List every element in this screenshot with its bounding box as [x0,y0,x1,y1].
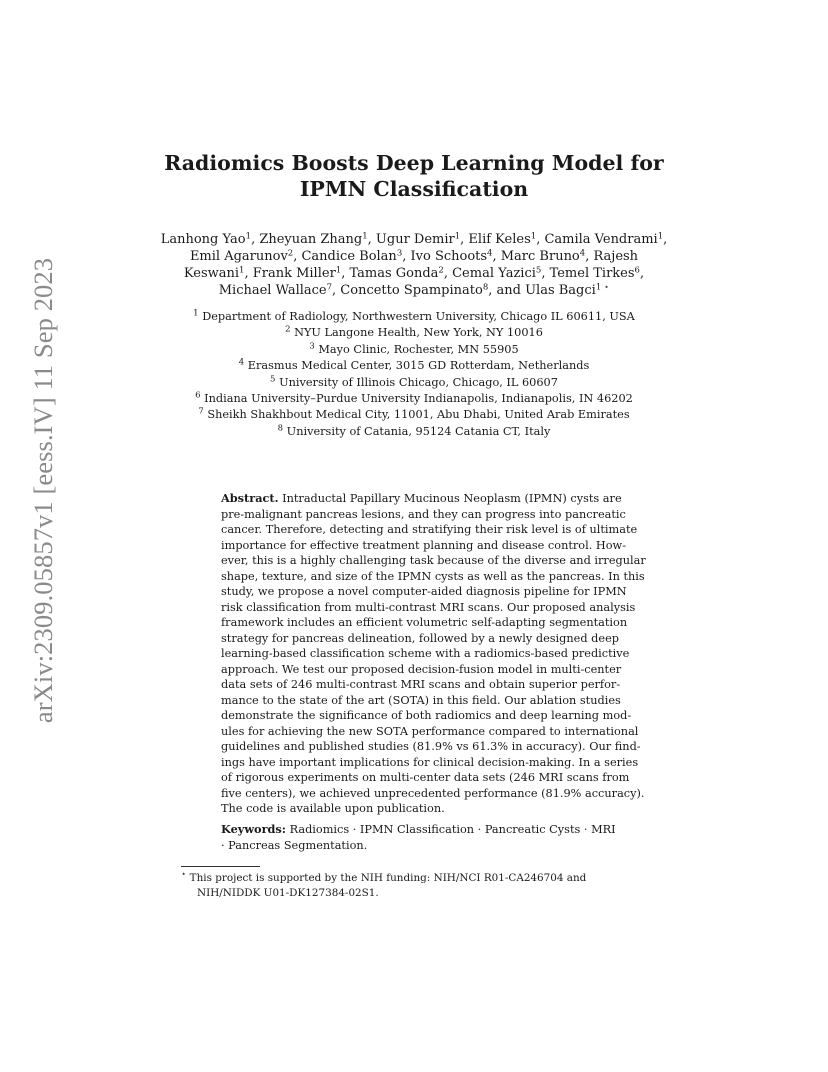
title-line: IPMN Classification [299,177,529,201]
keywords-label: Keywords: [221,822,286,836]
abstract-text: guidelines and published studies (81.9% vs 61.3% in accuracy). Our find- [221,740,641,753]
abstract-text: importance for effective treatment planning and disease control. How- [221,538,627,552]
abstract-text: risk classification from multi-contrast MRI scans. Our proposed analysis [221,600,636,614]
abstract-text: learning-based classification scheme with a radiomics-based predictive [221,647,630,660]
keywords-text: Radiomics · IPMN Classification · Pancreatic Cysts · MRI [289,823,616,836]
abstract-text: strategy for pancreas delineation, followed by a newly designed deep [221,631,620,645]
author-line: Keswani$^1$, Frank Miller$^1$, Tamas Gonda$^2$, Cemal Yazici$^5$, Temel Tirkes$^6$, [183,265,645,281]
arxiv-identifier: arXiv:2309.05857v1 [eess.IV] 11 Sep 2023 [28,257,59,723]
abstract-text: of rigorous experiments on multi-center data sets (246 MRI scans from [221,771,630,784]
abstract-text: study, we propose a novel computer-aided diagnosis pipeline for IPMN [221,585,627,598]
abstract-text: shape, texture, and size of the IPMN cysts as well as the pancreas. In this [221,569,645,583]
affiliation: $^1$ Department of Radiology, Northwestern University, Chicago IL 60611, USA [193,308,635,323]
author-line: Lanhong Yao$^1$, Zheyuan Zhang$^1$, Ugur Demir$^1$, Elif Keles$^1$, Camila Vendrami$^1$, [160,231,668,247]
abstract-text: framework includes an efficient volumetric self-adapting segmentation [221,616,628,629]
footnote-text: NIH/NIDDK U01-DK127384-02S1. [197,887,379,899]
abstract-text: pre-malignant pancreas lesions, and they can progress into pancreatic [221,507,626,521]
abstract-text: Intraductal Papillary Mucinous Neoplasm (IPMN) cysts are [282,492,622,505]
abstract-text: ever, this is a highly challenging task because of the diverse and irregular [221,554,646,567]
affiliation: $^7$ Sheikh Shakhbout Medical City, 11001, Abu Dhabi, United Arab Emirates [198,406,630,422]
abstract-text: five centers), we achieved unprecedented performance (81.9% accuracy). [221,786,645,800]
abstract-text: demonstrate the significance of both radiomics and deep learning mod- [221,709,632,722]
title-line: Radiomics Boosts Deep Learning Model for [164,151,664,175]
keywords [221,822,616,853]
affiliation: $^5$ University of Illinois Chicago, Chicago, IL 60607 [270,373,558,389]
abstract [221,491,646,817]
author-list [150,231,678,299]
affiliation: $^8$ University of Catania, 95124 Catania CT, Italy [277,423,551,438]
abstract-label: Abstract. [221,491,279,505]
author-line: Michael Wallace$^7$, Concetto Spampinato$^8$, and Ulas Bagci$^{1 ⋆}$ [218,282,610,298]
abstract-text: The code is available upon publication. [221,802,445,815]
footnote [181,871,653,901]
affiliations [150,309,678,440]
paper-title [150,150,678,202]
abstract-text: cancer. Therefore, detecting and stratifying their risk level is of ultimate [221,523,638,536]
abstract-text: data sets of 246 multi-contrast MRI scans and obtain superior perfor- [221,678,621,691]
footnote-text: This project is supported by the NIH funding: NIH/NCI R01-CA246704 and [189,872,587,884]
affiliation: $^4$ Erasmus Medical Center, 3015 GD Rotterdam, Netherlands [238,357,590,373]
affiliation: $^2$ NYU Langone Health, New York, NY 10016 [285,324,543,340]
abstract-text: ules for achieving the new SOTA performance compared to international [221,724,639,738]
footnote-marker: ⋆ [181,869,187,880]
abstract-text: ings have important implications for clinical decision-making. In a series [221,755,639,769]
arxiv-identifier-stamp [19,257,69,723]
author-line: Emil Agarunov$^2$, Candice Bolan$^3$, Ivo Schoots$^4$, Marc Bruno$^4$, Rajesh [189,248,639,264]
abstract-text: mance to the state of the art (SOTA) in this field. Our ablation studies [221,693,621,707]
affiliation: $^3$ Mayo Clinic, Rochester, MN 55905 [309,341,519,356]
abstract-text: approach. We test our proposed decision-fusion model in multi-center [221,662,622,676]
affiliation: $^6$ Indiana University–Purdue University Indianapolis, Indianapolis, IN 46202 [195,390,633,406]
footnote-rule [181,866,260,867]
keywords-text: · Pancreas Segmentation. [221,838,368,852]
